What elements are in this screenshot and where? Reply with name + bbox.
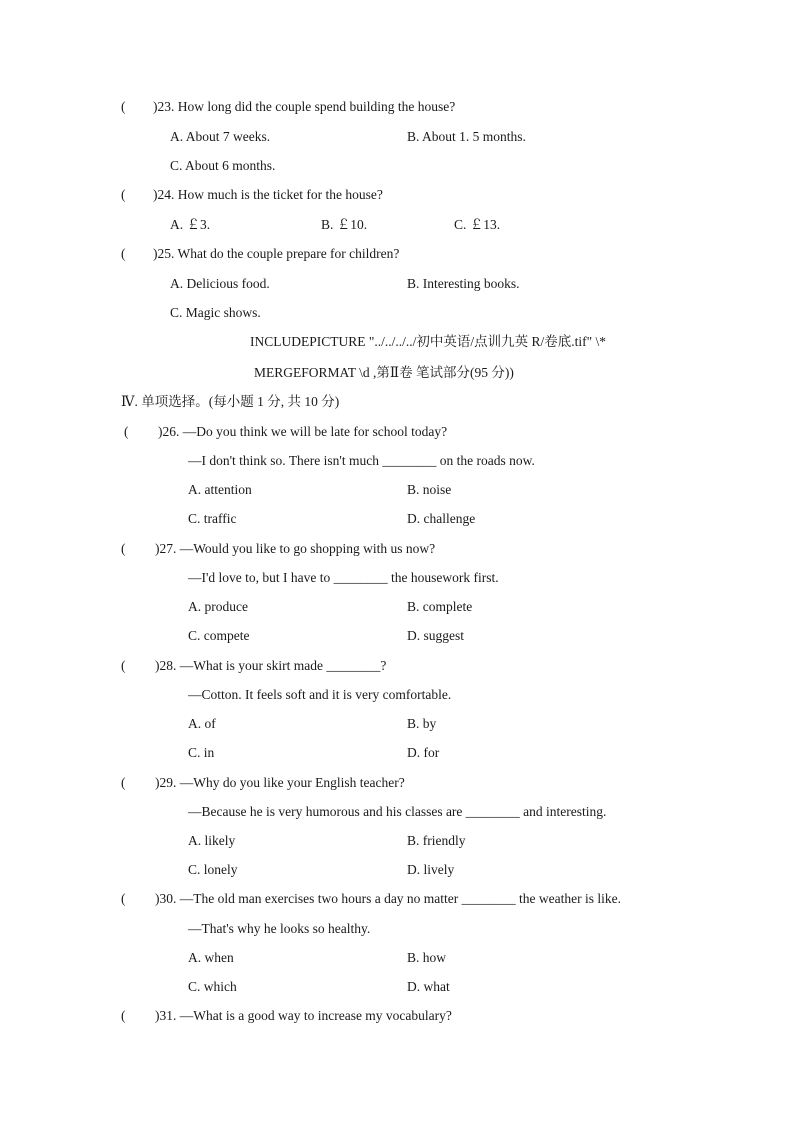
q26-reply: —I don't think so. There isn't much ________ on the roads now. [188,453,535,468]
q29-reply: —Because he is very humorous and his classes are ________ and interesting. [188,804,607,819]
q31-paren: ( [121,1008,126,1023]
q25-paren: ( [121,246,126,261]
q23-option-c: C. About 6 months. [170,158,276,173]
q30-stem: )30. —The old man exercises two hours a day no matter ________ the weather is like. [155,891,622,906]
q29-option-b: B. friendly [407,833,466,848]
section-4-title: Ⅳ. 单项选择。(每小题 1 分, 共 10 分) [121,394,340,409]
q23-stem: )23. How long did the couple spend building the house? [153,99,456,114]
q24-option-c: C. ￡13. [454,217,501,232]
q23-option-b: B. About 1. 5 months. [407,129,526,144]
q27-stem: )27. —Would you like to go shopping with us now? [155,541,436,556]
q29-option-d: D. lively [407,862,455,877]
q26-option-a: A. attention [188,482,252,497]
q30-option-d: D. what [407,979,450,994]
q26-option-c: C. traffic [188,511,237,526]
q28-option-b: B. by [407,716,437,731]
q30-option-a: A. when [188,950,234,965]
q28-paren: ( [121,658,126,673]
q28-option-d: D. for [407,745,440,760]
q30-option-c: C. which [188,979,237,994]
q27-option-c: C. compete [188,628,250,643]
q30-option-b: B. how [407,950,447,965]
q30-paren: ( [121,891,126,906]
field-code-line-1: INCLUDEPICTURE "../../../../初中英语/点训九英 R/卷底.tif" \* [250,334,607,349]
q28-reply: —Cotton. It feels soft and it is very comfortable. [188,687,452,702]
q26-option-d: D. challenge [407,511,476,526]
q24-stem: )24. How much is the ticket for the house? [153,187,383,202]
q31-stem: )31. —What is a good way to increase my vocabulary? [155,1008,452,1023]
q28-option-a: A. of [188,716,216,731]
q28-option-c: C. in [188,745,215,760]
q30-reply: —That's why he looks so healthy. [188,921,371,936]
q29-paren: ( [121,775,126,790]
q27-paren: ( [121,541,126,556]
q25-option-a: A. Delicious food. [170,276,270,291]
field-code-line-2: MERGEFORMAT \d ,第Ⅱ卷 笔试部分(95 分)) [254,365,514,380]
q27-option-a: A. produce [188,599,248,614]
q26-paren: ( [124,424,129,439]
q26-option-b: B. noise [407,482,452,497]
q27-reply: —I'd love to, but I have to ________ the housework first. [188,570,499,585]
q25-option-c: C. Magic shows. [170,305,261,320]
q28-stem: )28. —What is your skirt made ________? [155,658,387,673]
q24-option-b: B. ￡10. [321,217,368,232]
q25-stem: )25. What do the couple prepare for children? [153,246,400,261]
q24-paren: ( [121,187,126,202]
q23-option-a: A. About 7 weeks. [170,129,271,144]
q29-option-a: A. likely [188,833,236,848]
q27-option-b: B. complete [407,599,473,614]
q24-option-a: A. ￡3. [170,217,211,232]
q26-stem: )26. —Do you think we will be late for school today? [158,424,448,439]
q29-stem: )29. —Why do you like your English teacher? [155,775,405,790]
q29-option-c: C. lonely [188,862,238,877]
q27-option-d: D. suggest [407,628,464,643]
q23-paren: ( [121,99,126,114]
q25-option-b: B. Interesting books. [407,276,520,291]
